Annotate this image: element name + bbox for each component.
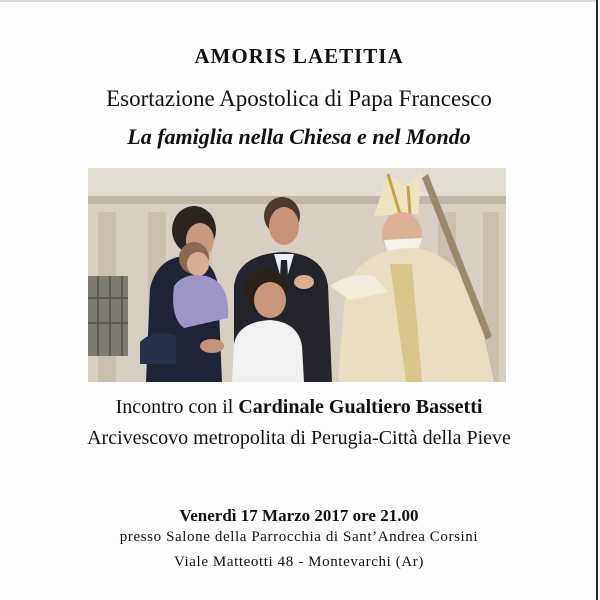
guest-name: Cardinale Gualtiero Bassetti <box>238 396 483 418</box>
event-venue: presso Salone della Parrocchia di Sant’Andrea Corsini <box>119 529 479 545</box>
event-date-time: Venerdì 17 Marzo 2017 ore 21.00 <box>179 506 419 525</box>
top-border <box>0 0 596 2</box>
meeting-prefix: Incontro con il <box>115 396 234 418</box>
event-address: Viale Matteotti 48 - Montevarchi (Ar) <box>174 554 424 570</box>
guest-role: Arcivescovo metropolita di Perugia-Città della Pieve <box>87 427 511 449</box>
event-photo <box>88 168 506 382</box>
meeting-line <box>0 396 598 419</box>
poster-subtitle: Esortazione Apostolica di Papa Francesco <box>106 86 492 111</box>
poster-theme: La famiglia nella Chiesa e nel Mondo <box>127 124 471 149</box>
poster-title: AMORIS LAETITIA <box>194 44 404 68</box>
